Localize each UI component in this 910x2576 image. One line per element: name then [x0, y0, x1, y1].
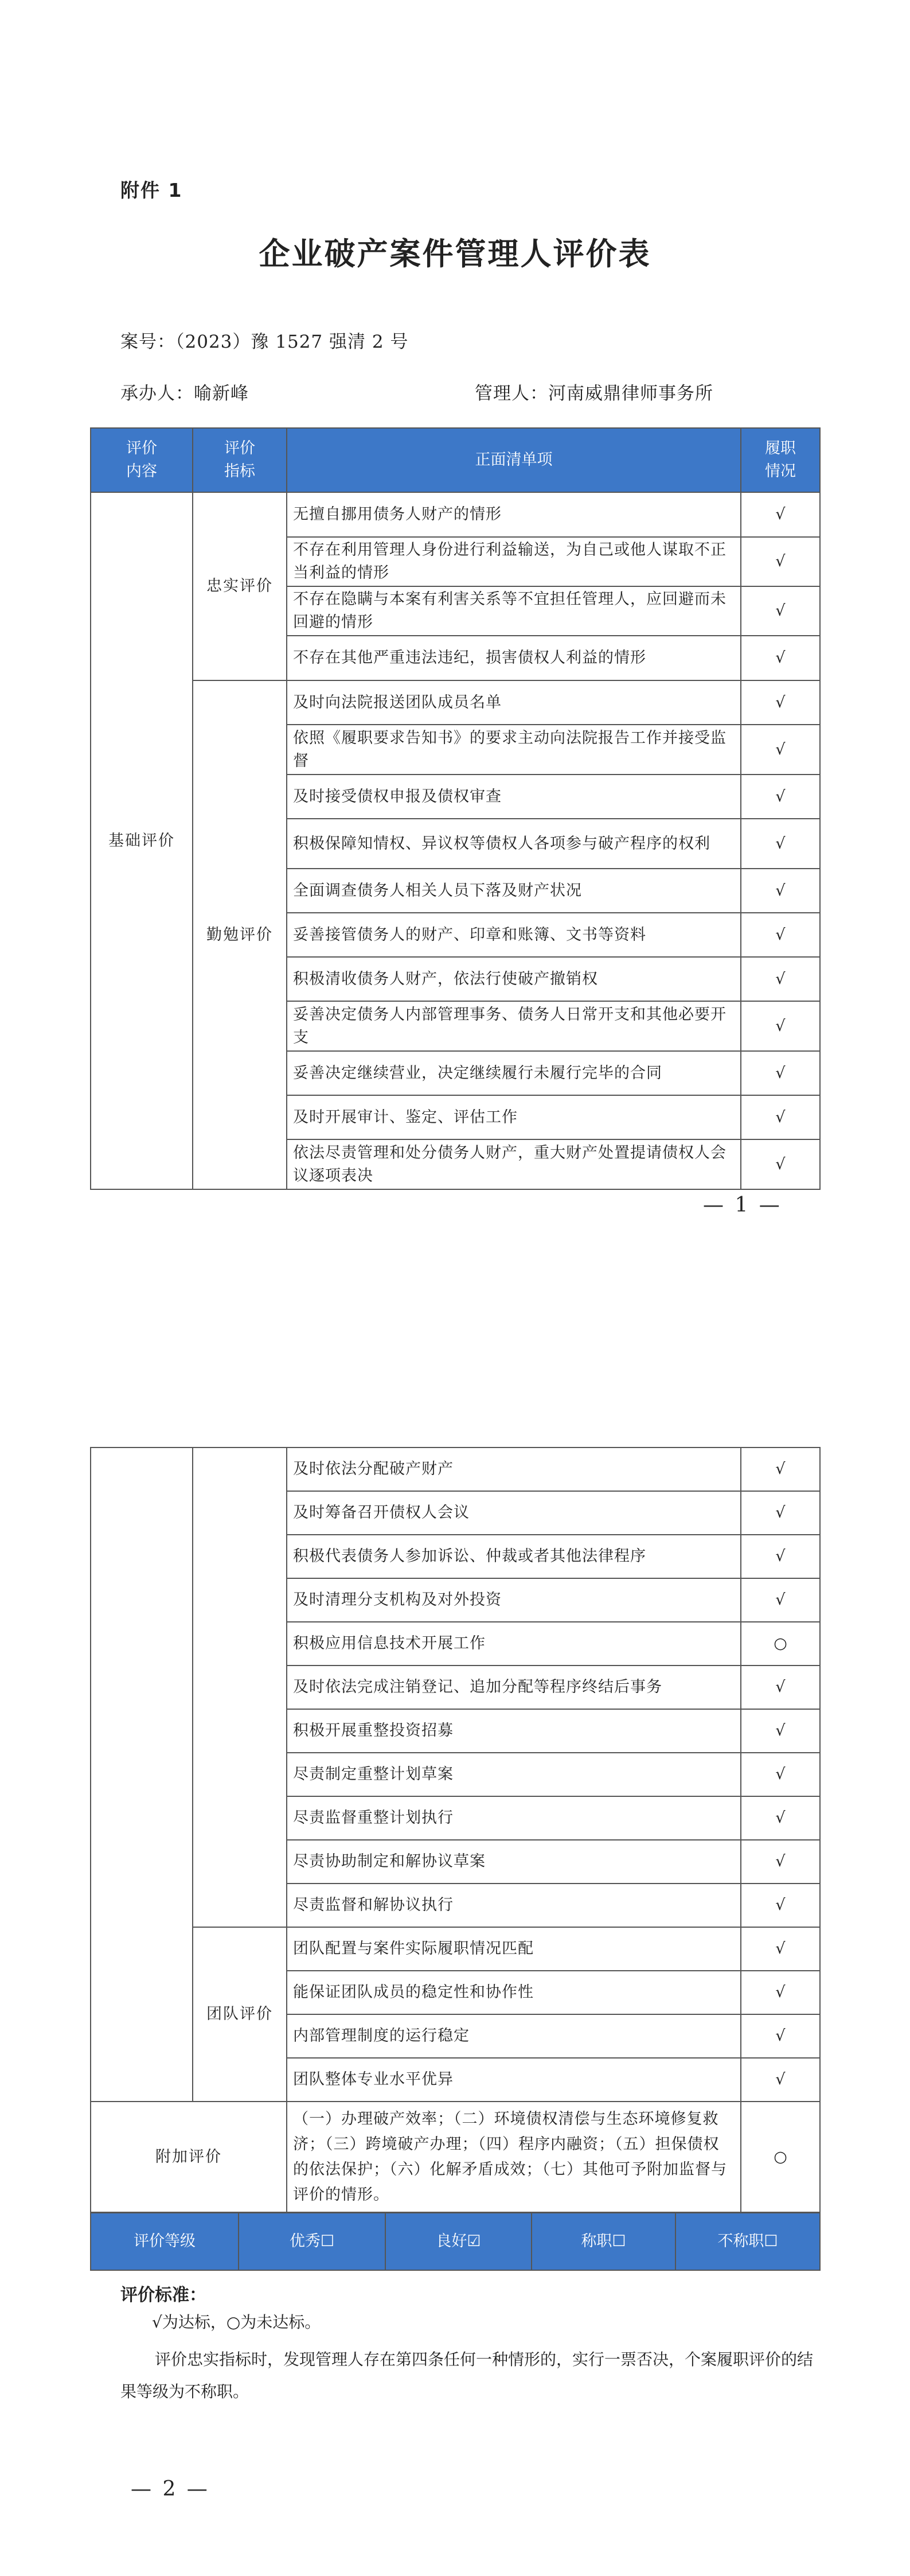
grade-option-excellent[interactable]: 优秀☐ [239, 2213, 385, 2270]
page-number-1: — 1 — [703, 1193, 782, 1217]
performance-mark: √ [741, 636, 820, 680]
list-item: 积极代表债务人参加诉讼、仲裁或者其他法律程序 [287, 1535, 741, 1578]
manager: 管理人：河南威鼎律师事务所 [475, 383, 713, 404]
list-item: 全面调查债务人相关人员下落及财产状况 [287, 869, 741, 913]
additional-row [91, 2102, 820, 2212]
performance-mark: √ [741, 1971, 820, 2014]
standard-title: 评价标准： [120, 2285, 206, 2305]
list-item: 不存在利用管理人身份进行利益输送，为自己或他人谋取不正当利益的情形 [287, 537, 741, 586]
list-item: 依法尽责管理和处分债务人财产，重大财产处置提请债权人会议逐项表决 [287, 1139, 741, 1189]
indicator-diligence-continued [193, 1447, 287, 1927]
evaluation-table-page2 [90, 1447, 821, 2213]
performance-mark: √ [741, 957, 820, 1001]
list-item: 积极应用信息技术开展工作 [287, 1622, 741, 1666]
performance-mark: √ [741, 869, 820, 913]
header-performance: 履职 情况 [741, 428, 820, 492]
category-basic: 基础评价 [91, 492, 193, 1189]
list-item: 无擅自挪用债务人财产的情形 [287, 492, 741, 537]
performance-mark: √ [741, 2058, 820, 2102]
performance-mark: ○ [741, 1622, 820, 1666]
performance-mark: √ [741, 1139, 820, 1189]
handler: 承办人：喻新峰 [120, 383, 249, 404]
list-item: 妥善接管债务人的财产、印章和账簿、文书等资料 [287, 913, 741, 957]
page-title: 企业破产案件管理人评价表 [259, 236, 651, 272]
standard-legend: √为达标，○为未达标。 [152, 2313, 321, 2332]
list-item: 妥善决定继续营业，决定继续履行未履行完毕的合同 [287, 1051, 741, 1095]
table-row [91, 1927, 820, 1971]
performance-mark: √ [741, 586, 820, 636]
table-row [91, 680, 820, 725]
additional-label: 附加评价 [91, 2102, 287, 2212]
list-item: 能保证团队成员的稳定性和协作性 [287, 1971, 741, 2014]
list-item: 及时接受债权申报及债权审查 [287, 775, 741, 819]
performance-mark: √ [741, 1884, 820, 1927]
performance-mark: √ [741, 725, 820, 775]
performance-mark: √ [741, 2014, 820, 2058]
performance-mark: √ [741, 492, 820, 537]
performance-mark: √ [741, 1796, 820, 1840]
list-item: 尽责制定重整计划草案 [287, 1753, 741, 1796]
performance-mark: √ [741, 1051, 820, 1095]
list-item: 尽责监督重整计划执行 [287, 1796, 741, 1840]
performance-mark: √ [741, 819, 820, 869]
list-item: 积极开展重整投资招募 [287, 1709, 741, 1753]
grade-option-incompetent[interactable]: 不称职☐ [675, 2213, 820, 2270]
grade-option-competent[interactable]: 称职☐ [532, 2213, 675, 2270]
performance-mark: √ [741, 1709, 820, 1753]
list-item: 团队配置与案件实际履职情况匹配 [287, 1927, 741, 1971]
table-row [91, 1447, 820, 1491]
additional-mark: ○ [741, 2102, 820, 2212]
list-item: 内部管理制度的运行稳定 [287, 2014, 741, 2058]
performance-mark: √ [741, 1447, 820, 1491]
attachment-label: 附件 1 [120, 179, 183, 201]
additional-text: （一）办理破产效率；（二）环境债权清偿与生态环境修复救济；（三）跨境破产办理；（四）程序内融资；（五）担保债权的依法保护；（六）化解矛盾成效；（七）其他可予附加监督与评价的情形。 [287, 2102, 741, 2212]
header-positive-list: 正面清单项 [287, 428, 741, 492]
performance-mark: √ [741, 1753, 820, 1796]
performance-mark: √ [741, 1927, 820, 1971]
list-item: 及时筹备召开债权人会议 [287, 1491, 741, 1535]
list-item: 尽责协助制定和解协议草案 [287, 1840, 741, 1884]
evaluation-table-page1 [90, 427, 821, 1190]
list-item: 尽责监督和解协议执行 [287, 1884, 741, 1927]
performance-mark: √ [741, 913, 820, 957]
list-item: 依照《履职要求告知书》的要求主动向法院报告工作并接受监督 [287, 725, 741, 775]
performance-mark: √ [741, 1491, 820, 1535]
list-item: 妥善决定债务人内部管理事务、债务人日常开支和其他必要开支 [287, 1001, 741, 1051]
performance-mark: √ [741, 1578, 820, 1622]
performance-mark: √ [741, 537, 820, 586]
indicator-diligence: 勤勉评价 [193, 680, 287, 1189]
list-item: 团队整体专业水平优异 [287, 2058, 741, 2102]
list-item: 及时向法院报送团队成员名单 [287, 680, 741, 725]
list-item: 及时清理分支机构及对外投资 [287, 1578, 741, 1622]
case-number: 案号：（2023）豫 1527 强清 2 号 [120, 332, 409, 352]
grade-label: 评价等级 [91, 2213, 239, 2270]
list-item: 积极保障知情权、异议权等债权人各项参与破产程序的权利 [287, 819, 741, 869]
list-item: 及时开展审计、鉴定、评估工作 [287, 1095, 741, 1139]
category-basic-continued [91, 1447, 193, 2102]
standard-rule: 评价忠实指标时，发现管理人存在第四条任何一种情形的，实行一票否决，个案履职评价的结果等级为不称职。 [120, 2350, 814, 2401]
header-eval-content: 评价 内容 [91, 428, 193, 492]
list-item: 不存在其他严重违法违纪，损害债权人利益的情形 [287, 636, 741, 680]
performance-mark: √ [741, 1840, 820, 1884]
table-row [91, 492, 820, 537]
performance-mark: √ [741, 775, 820, 819]
list-item: 及时依法分配破产财产 [287, 1447, 741, 1491]
performance-mark: √ [741, 680, 820, 725]
list-item: 不存在隐瞒与本案有利害关系等不宜担任管理人，应回避而未回避的情形 [287, 586, 741, 636]
page-number-2: — 2 — [131, 2477, 210, 2501]
list-item: 积极清收债务人财产，依法行使破产撤销权 [287, 957, 741, 1001]
indicator-team: 团队评价 [193, 1927, 287, 2102]
performance-mark: √ [741, 1535, 820, 1578]
list-item: 及时依法完成注销登记、追加分配等程序终结后事务 [287, 1666, 741, 1709]
performance-mark: √ [741, 1001, 820, 1051]
indicator-loyalty: 忠实评价 [193, 492, 287, 680]
performance-mark: √ [741, 1095, 820, 1139]
header-eval-indicator: 评价 指标 [193, 428, 287, 492]
grade-option-good[interactable]: 良好☑ [385, 2213, 532, 2270]
performance-mark: √ [741, 1666, 820, 1709]
table-header-row [91, 428, 820, 492]
grade-row [90, 2212, 821, 2271]
